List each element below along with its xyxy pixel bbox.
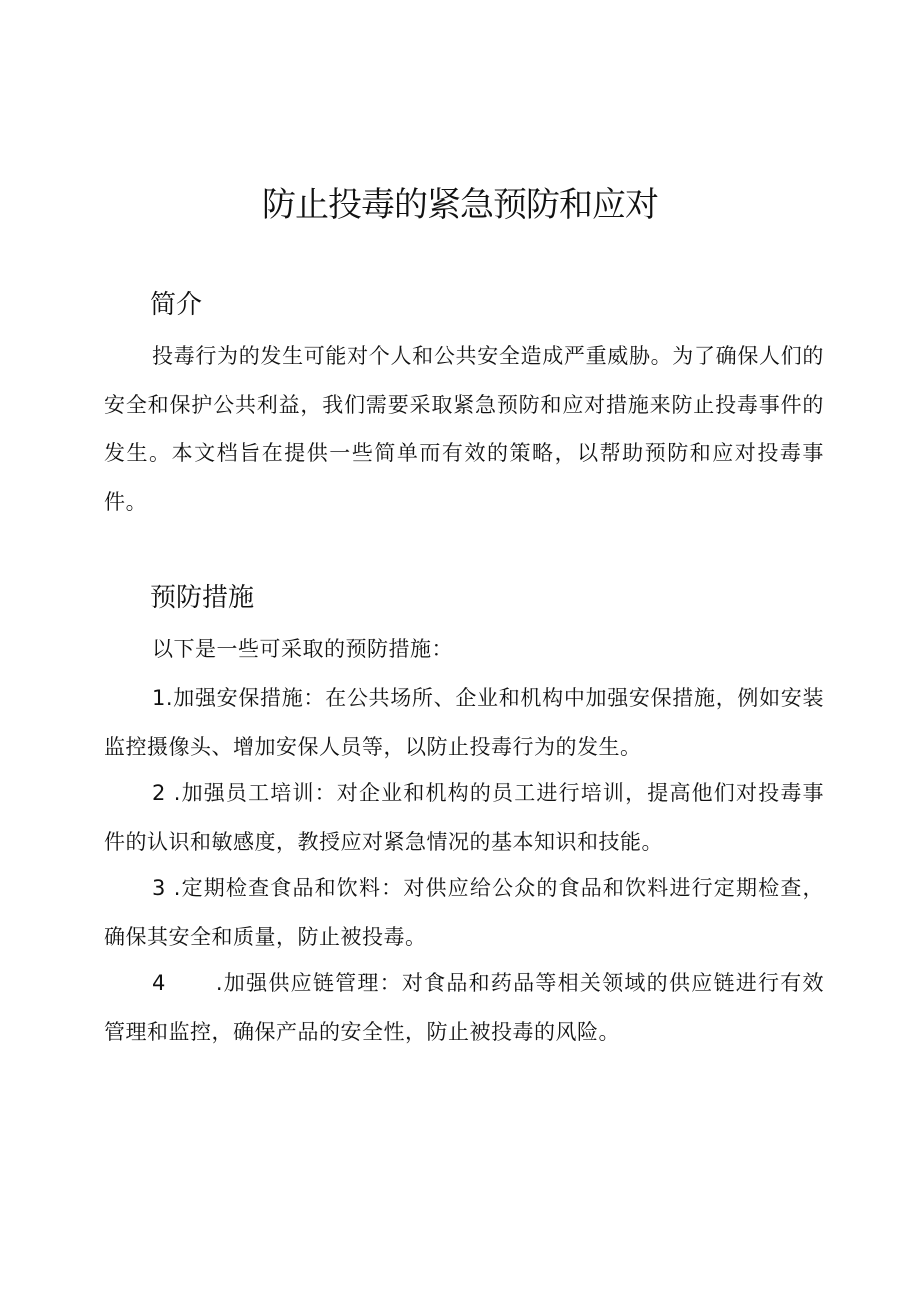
intro-paragraph: 投毒行为的发生可能对个人和公共安全造成严重威胁。为了确保人们的安全和保护公共利益，我们需要采取紧急预防和应对措施来防止投毒事件的发生。本文档旨在提供一些简单而有效的策略，以帮助预防和应对投毒事件。 <box>104 344 824 514</box>
prevention-item-1-text: 加强安保措施：在公共场所、企业和机构中加强安保措施，例如安装监控摄像头、增加安保人员等，以防止投毒行为的发生。 <box>104 686 824 759</box>
prevention-item-3-number: 3 . <box>152 876 181 900</box>
prevention-item-1 <box>104 674 824 771</box>
prevention-item-4 <box>104 959 824 1056</box>
prevention-item-4-number: 4 <box>152 971 166 995</box>
intro-heading: 简介 <box>150 290 203 320</box>
prevention-item-2 <box>104 769 824 866</box>
prevention-item-2-text: 加强员工培训：对企业和机构的员工进行培训，提高他们对投毒事件的认识和敏感度，教授应对紧急情况的基本知识和技能。 <box>104 781 824 854</box>
prevention-item-3 <box>104 864 824 961</box>
prevention-item-3-text: 定期检查食品和饮料：对供应给公众的食品和饮料进行定期检查，确保其安全和质量，防止被投毒。 <box>104 876 824 949</box>
prevention-item-2-number: 2 . <box>152 781 181 805</box>
prevention-lead: 以下是一些可采取的预防措施： <box>152 637 453 661</box>
prevention-item-1-number: 1. <box>152 686 174 710</box>
prevention-item-4-text: .加强供应链管理：对食品和药品等相关领域的供应链进行有效管理和监控，确保产品的安全性，防止被投毒的风险。 <box>104 971 824 1044</box>
prevention-heading: 预防措施 <box>150 583 255 613</box>
document-title: 防止投毒的紧急预防和应对 <box>262 185 658 225</box>
